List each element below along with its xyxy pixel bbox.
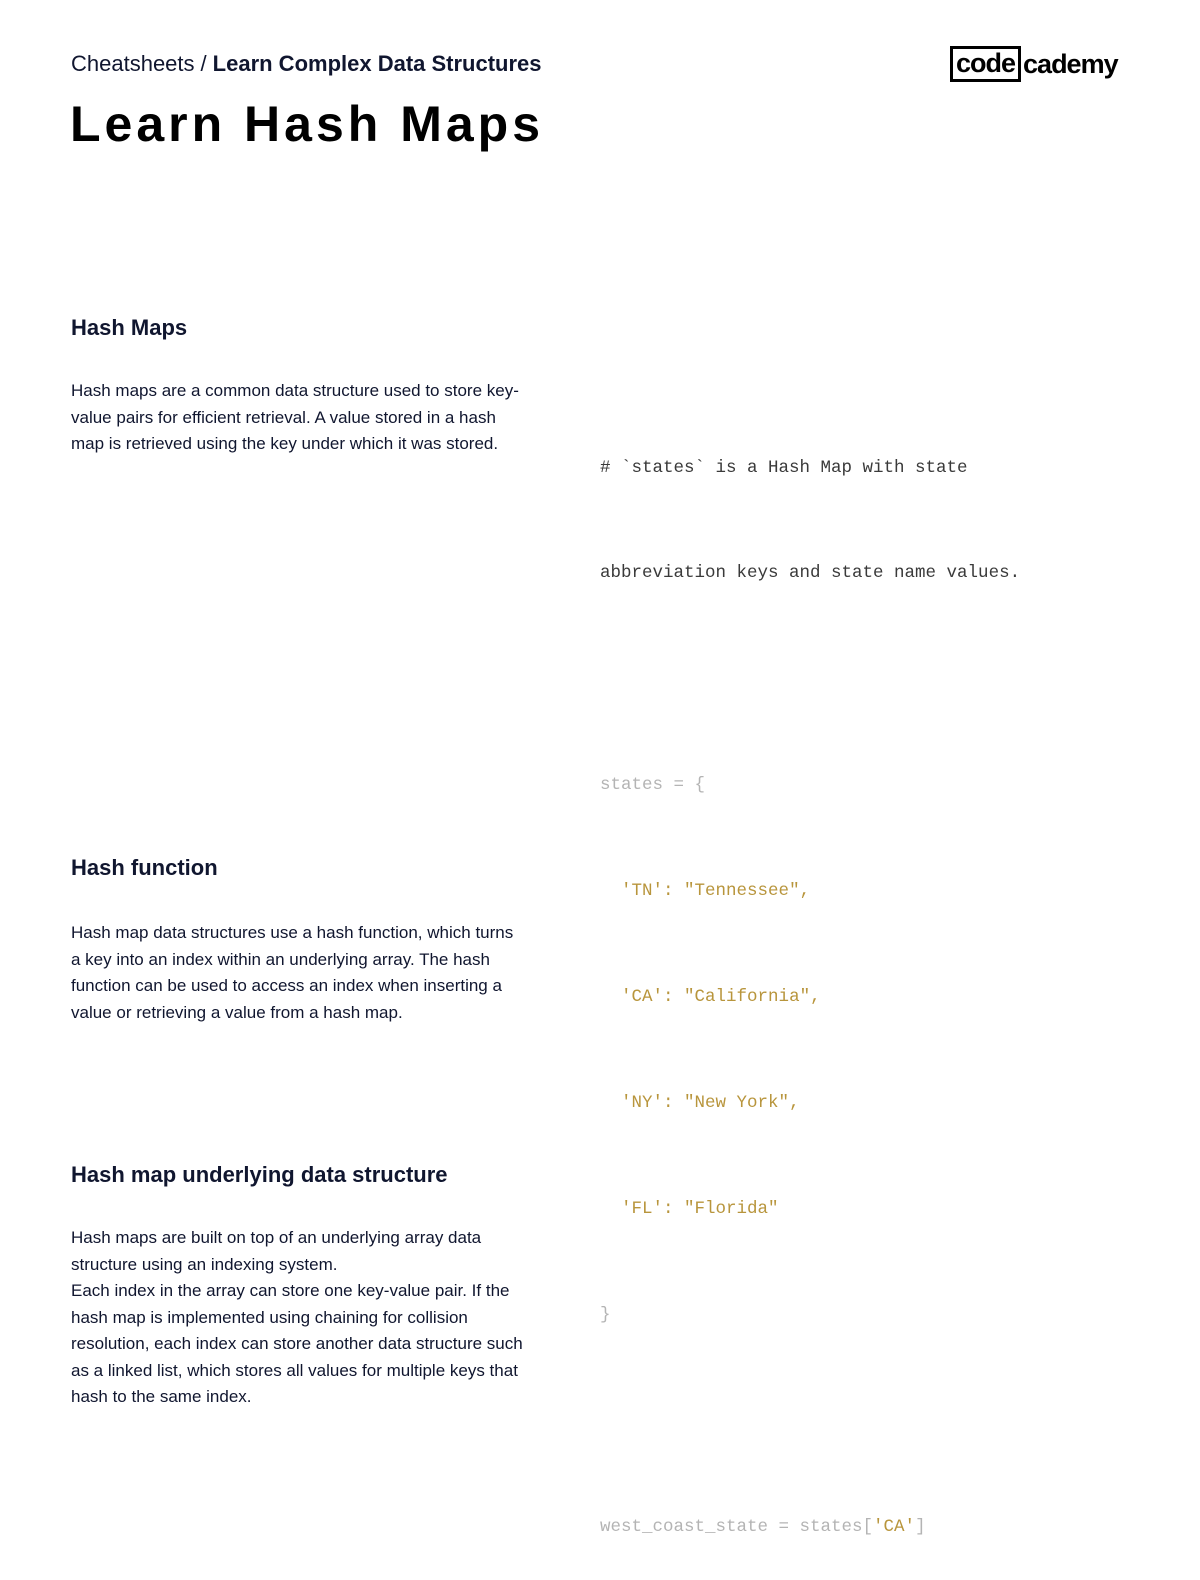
section-heading-underlying-structure: Hash map underlying data structure	[71, 1162, 448, 1187]
code-value: "Tennessee"	[684, 881, 800, 902]
code-assign-line: states = {	[600, 775, 706, 796]
code-comment-line: abbreviation keys and state name values.	[600, 563, 1021, 584]
logo-rest-text: cademy	[1023, 49, 1118, 79]
code-blank-line	[600, 1404, 1160, 1439]
section-paragraph: Hash maps are a common data structure used to store key-value pairs for efficient retrieval. A value stored in a hash map is retrieved using the key under which it was stored.	[71, 381, 519, 453]
section-body-hash-maps	[71, 378, 526, 458]
code-key: 'NY'	[621, 1092, 664, 1113]
code-key: 'CA'	[621, 987, 664, 1008]
code-value: "California"	[684, 987, 811, 1008]
code-lookup-suffix: ]	[915, 1516, 926, 1537]
section-heading-hash-function: Hash function	[71, 855, 218, 880]
breadcrumb-current[interactable]: Learn Complex Data Structures	[212, 51, 542, 76]
section-paragraph: Hash map data structures use a hash function, which turns a key into an index within an underlying array. The hash function can be used to access an index when inserting a value or retrieving a value from a hash map.	[71, 923, 514, 1022]
section-heading-hash-maps: Hash Maps	[71, 315, 188, 340]
code-trail: ,	[810, 987, 821, 1008]
section-body-underlying-structure	[71, 1225, 526, 1411]
breadcrumb-separator: /	[200, 51, 207, 76]
code-example	[600, 380, 1160, 1580]
code-value: "New York"	[684, 1092, 790, 1113]
code-entry-line: 'FL': "Florida"	[621, 1198, 779, 1219]
page-title: Learn Hash Maps	[70, 96, 545, 152]
code-close-line: }	[600, 1304, 611, 1325]
code-lookup-prefix: west_coast_state = states[	[600, 1516, 874, 1537]
code-key: 'TN'	[621, 881, 664, 902]
code-comment-line: # `states` is a Hash Map with state	[600, 457, 968, 478]
logo-boxed-text: code	[950, 46, 1021, 82]
code-entry-line: 'NY': "New York",	[621, 1092, 800, 1113]
code-blank-line	[600, 662, 1160, 697]
section-paragraph: Hash maps are built on top of an underlying array data structure using an indexing system.	[71, 1228, 482, 1274]
code-lookup-line	[600, 1510, 1160, 1545]
code-trail: ,	[789, 1092, 800, 1113]
section-paragraph: Each index in the array can store one key-value pair. If the hash map is implemented using chaining for collision resolution, each index can store another data structure such as a linked list, which stores all values for multiple keys that hash to the same index.	[71, 1281, 523, 1406]
section-body-hash-function	[71, 920, 526, 1026]
breadcrumb-link-cheatsheets[interactable]: Cheatsheets	[71, 51, 195, 76]
code-entry-line: 'TN': "Tennessee",	[621, 881, 811, 902]
code-lookup-key: 'CA'	[873, 1516, 916, 1537]
code-trail: ,	[799, 881, 811, 902]
breadcrumb	[71, 48, 542, 80]
code-entry-line: 'CA': "California",	[621, 987, 821, 1008]
code-key: 'FL'	[621, 1198, 664, 1219]
code-value: "Florida"	[684, 1198, 779, 1219]
codecademy-logo[interactable]	[950, 46, 1118, 82]
